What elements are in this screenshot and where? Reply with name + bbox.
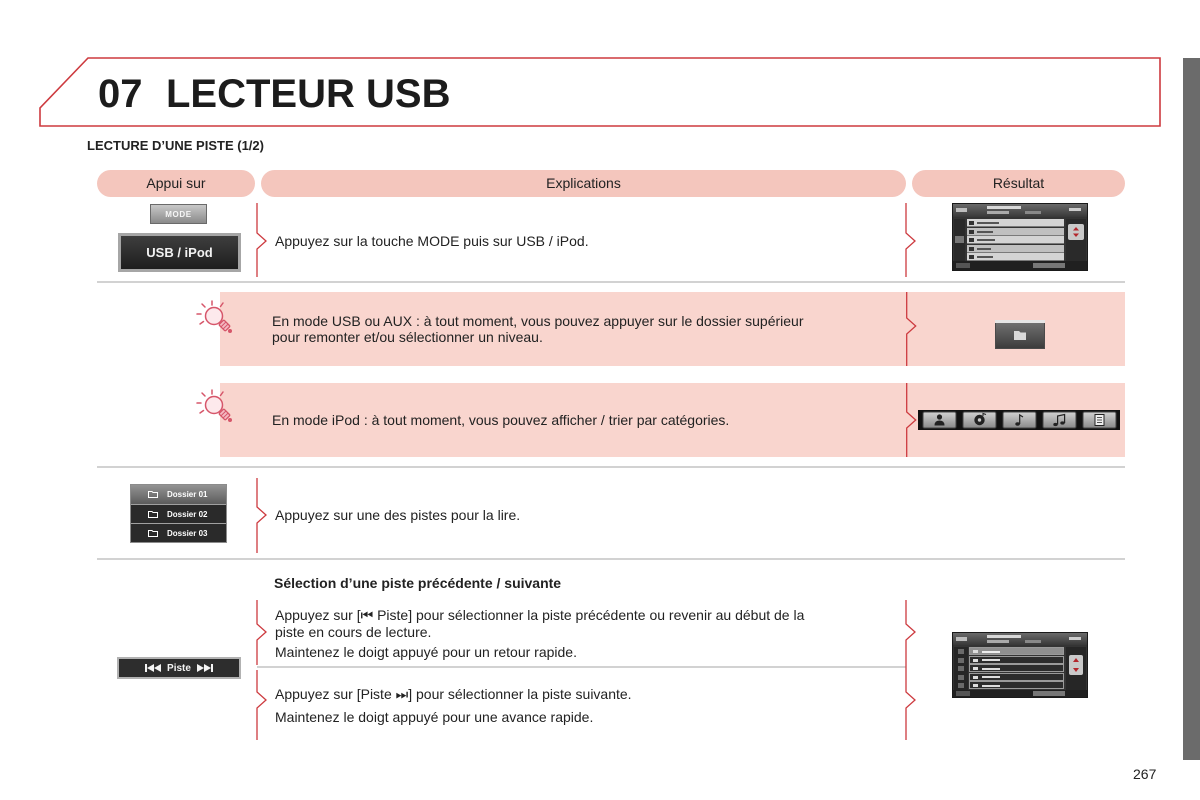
tip-folder-line: En mode USB ou AUX : à tout moment, vous pouvez appuyer sur le dossier supérieur bbox=[272, 313, 804, 329]
screen-list-row bbox=[967, 219, 1064, 227]
section-title: LECTURE D’UNE PISTE (1/2) bbox=[87, 138, 264, 153]
page-number: 267 bbox=[1133, 766, 1157, 782]
usb-ipod-button-image bbox=[118, 233, 241, 272]
fast-forward-hint: Maintenez le doigt appuyé pour une avance rapide. bbox=[275, 709, 594, 725]
screen-scroll-panel bbox=[1066, 219, 1086, 261]
folder-icon bbox=[148, 491, 158, 498]
folder-list-row bbox=[131, 485, 226, 504]
folder-label: Dossier 03 bbox=[167, 528, 208, 538]
previous-track-line: Appuyez sur [⏮ Piste] pour sélectionner la piste précédente ou revenir au début de la bbox=[275, 607, 805, 623]
lightbulb-icon bbox=[196, 389, 240, 427]
usb-ipod-button-label: USB / iPod bbox=[146, 245, 213, 260]
column-header-explanations: Explications bbox=[261, 170, 906, 197]
music-note-icon bbox=[1003, 412, 1036, 428]
prev-next-subtitle: Sélection d’une piste précédente / suivante bbox=[274, 575, 562, 591]
folder-label: Dossier 01 bbox=[167, 490, 208, 499]
folder-list-image bbox=[130, 484, 227, 543]
person-icon bbox=[923, 412, 956, 428]
chevron-rule-left bbox=[257, 203, 266, 277]
previous-track-line: piste en cours de lecture. bbox=[275, 624, 432, 640]
screen-list-row bbox=[969, 664, 1064, 672]
folder-icon bbox=[995, 320, 1045, 349]
screen-list-row bbox=[969, 647, 1064, 655]
chevron-rule-left bbox=[257, 600, 266, 665]
result-screen-source-menu bbox=[952, 203, 1088, 271]
chapter-side-tab bbox=[1183, 58, 1200, 760]
screen-list-row bbox=[967, 228, 1064, 236]
rewind-hint: Maintenez le doigt appuyé pour un retour rapide. bbox=[275, 644, 577, 660]
ipod-category-buttons bbox=[918, 410, 1120, 430]
chevron-rule-right bbox=[906, 383, 918, 457]
chevron-rule-left bbox=[257, 478, 266, 553]
screen-bottom-bar bbox=[953, 261, 1087, 270]
screen-list-row bbox=[967, 245, 1064, 253]
screen-scroll-panel bbox=[1066, 647, 1086, 690]
disc-icon bbox=[963, 412, 996, 428]
screen-status-bar bbox=[953, 633, 1087, 645]
select-track-explanation: Appuyez sur une des pistes pour la lire. bbox=[275, 507, 521, 523]
mode-explanation: Appuyez sur la touche MODE puis sur USB / iPod. bbox=[275, 233, 589, 249]
screen-list-row bbox=[969, 656, 1064, 664]
folder-icon bbox=[148, 530, 158, 537]
scroll-arrows-icon bbox=[1069, 655, 1083, 675]
chevron-rule-left bbox=[257, 670, 266, 740]
folder-list-row bbox=[131, 523, 226, 542]
folder-label: Dossier 02 bbox=[167, 509, 208, 519]
screen-list-row bbox=[967, 236, 1064, 244]
chevron-rule-right bbox=[906, 292, 918, 366]
skip-previous-icon bbox=[145, 664, 162, 672]
tip-ipod-text: En mode iPod : à tout moment, vous pouvez afficher / trier par catégories. bbox=[272, 412, 730, 428]
chapter-title: LECTEUR USB bbox=[166, 72, 451, 116]
chevron-rule-right bbox=[906, 600, 915, 740]
skip-next-icon bbox=[196, 664, 213, 672]
column-header-press: Appui sur bbox=[97, 170, 255, 197]
screen-status-bar bbox=[953, 204, 1087, 217]
screen-list-row bbox=[969, 681, 1064, 689]
music-notes-icon bbox=[1043, 412, 1076, 428]
track-button-image bbox=[117, 657, 241, 679]
lightbulb-icon bbox=[196, 300, 240, 338]
folder-list-row bbox=[131, 504, 226, 523]
screen-bottom-bar bbox=[953, 690, 1087, 697]
track-button-label: Piste bbox=[167, 662, 191, 674]
screen-list-row bbox=[969, 673, 1064, 681]
mode-button-image bbox=[150, 204, 207, 224]
screen-side-buttons bbox=[954, 647, 968, 690]
column-header-result: Résultat bbox=[912, 170, 1125, 197]
screen-side-buttons bbox=[954, 219, 965, 261]
tip-folder-text bbox=[272, 313, 804, 345]
scroll-arrows-icon bbox=[1068, 224, 1084, 240]
next-track-line: Appuyez sur [Piste ⏭] pour sélectionner la piste suivante. bbox=[275, 686, 632, 702]
mode-button-label: MODE bbox=[165, 209, 192, 219]
tip-folder-line: pour remonter et/ou sélectionner un niveau. bbox=[272, 329, 543, 345]
result-screen-folder-list bbox=[952, 632, 1088, 698]
document-icon bbox=[1083, 412, 1116, 428]
chapter-number: 07 bbox=[98, 72, 143, 116]
folder-icon bbox=[148, 511, 158, 518]
chevron-rule-right bbox=[906, 203, 915, 277]
